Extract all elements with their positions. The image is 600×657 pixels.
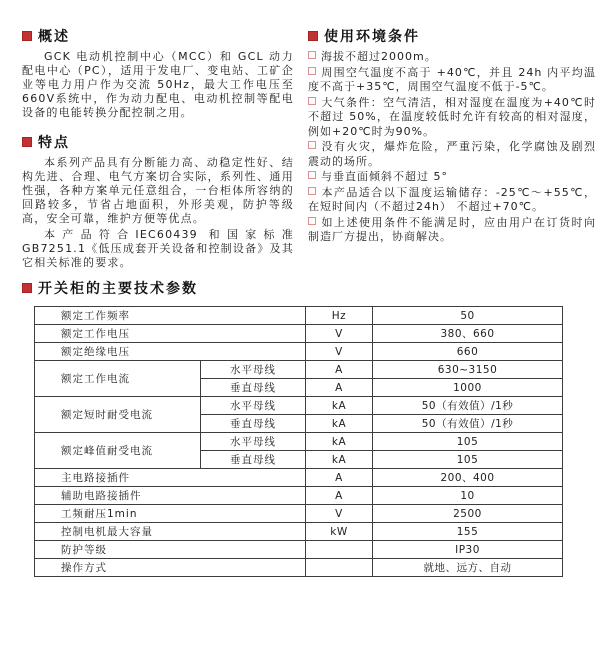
env-condition-text: 海拔不超过2000m。 — [321, 50, 437, 63]
value-cell: 50（有效值）/1秒 — [373, 397, 563, 415]
value-cell: 10 — [373, 487, 563, 505]
unit-cell: kW — [306, 523, 373, 541]
section-overview-header — [22, 26, 294, 46]
env-condition-text: 如上述使用条件不能满足时，应由用户在订货时向制造厂方提出，协商解决。 — [308, 215, 596, 243]
param-name-cell: 主电路接插件 — [35, 469, 306, 487]
unit-cell: A — [306, 487, 373, 505]
env-condition-text: 本产品适合以下温度运输储存：-25℃～+55℃，在短时间内（不超过24h） 不超过+70℃。 — [308, 185, 596, 213]
unit-cell: kA — [306, 397, 373, 415]
param-name-cell: 额定绝缘电压 — [35, 343, 306, 361]
section-title: 概述 — [38, 29, 70, 45]
table-row — [35, 505, 563, 523]
param-name-cell: 防护等级 — [35, 541, 306, 559]
value-cell: 105 — [373, 451, 563, 469]
unit-cell: Hz — [306, 307, 373, 325]
square-bullet-icon — [308, 97, 316, 105]
busbar-type-cell: 垂直母线 — [201, 451, 306, 469]
section-features-header — [22, 132, 294, 152]
table-row — [35, 523, 563, 541]
value-cell: 155 — [373, 523, 563, 541]
unit-cell: A — [306, 379, 373, 397]
value-cell: 就地、远方、自动 — [373, 559, 563, 577]
param-name-cell: 额定工作电流 — [35, 361, 201, 397]
square-bullet-icon — [308, 171, 316, 179]
value-cell: 50（有效值）/1秒 — [373, 415, 563, 433]
square-bullet-icon — [308, 217, 316, 225]
value-cell: 380、660 — [373, 325, 563, 343]
section-title: 开关柜的主要技术参数 — [38, 281, 198, 297]
env-condition-item — [308, 186, 596, 215]
env-condition-text: 周围空气温度不高于 +40℃，并且 24h 内平均温度不高于+35℃，周围空气温度不低于-5℃。 — [308, 65, 596, 93]
section-features — [22, 132, 294, 270]
param-name-cell: 额定峰值耐受电流 — [35, 433, 201, 469]
table-row — [35, 325, 563, 343]
overview-paragraph: GCK 电动机控制中心（MCC）和 GCL 动力配电中心（PC），适用于发电厂、变电站、工矿企业等电力用户作为交流 50Hz，最大工作电压至660V系统中，作为动力配电、电动机控制等配电设备的电能转换分配控制之用。 — [22, 50, 294, 119]
section-title: 特点 — [38, 135, 70, 151]
square-bullet-icon — [308, 51, 316, 59]
red-square-icon — [22, 137, 32, 147]
busbar-type-cell: 水平母线 — [201, 433, 306, 451]
section-parameters — [0, 270, 600, 577]
value-cell: 105 — [373, 433, 563, 451]
table-row — [35, 433, 563, 451]
value-cell: 1000 — [373, 379, 563, 397]
value-cell: 660 — [373, 343, 563, 361]
table-row — [35, 307, 563, 325]
busbar-type-cell: 水平母线 — [201, 361, 306, 379]
table-row — [35, 361, 563, 379]
value-cell: 2500 — [373, 505, 563, 523]
table-row — [35, 541, 563, 559]
env-condition-item — [308, 96, 596, 140]
table-row — [35, 343, 563, 361]
unit-cell: kA — [306, 433, 373, 451]
unit-cell: V — [306, 343, 373, 361]
env-condition-item — [308, 170, 596, 185]
busbar-type-cell: 垂直母线 — [201, 415, 306, 433]
value-cell: IP30 — [373, 541, 563, 559]
table-row — [35, 559, 563, 577]
unit-cell: kA — [306, 415, 373, 433]
square-bullet-icon — [308, 187, 316, 195]
parameters-table — [34, 306, 563, 577]
square-bullet-icon — [308, 141, 316, 149]
env-condition-text: 与垂直面倾斜不超过 5° — [321, 170, 448, 183]
env-condition-item — [308, 216, 596, 245]
table-row — [35, 487, 563, 505]
features-paragraph-2: 本产品符合IEC60439 和国家标准 GB7251.1《低压成套开关设备和控制设备》及其它相关标准的要求。 — [22, 228, 294, 269]
left-column — [22, 26, 294, 270]
unit-cell — [306, 541, 373, 559]
red-square-icon — [22, 283, 32, 293]
table-row — [35, 397, 563, 415]
section-parameters-header — [22, 278, 600, 298]
unit-cell: V — [306, 505, 373, 523]
unit-cell: A — [306, 361, 373, 379]
busbar-type-cell: 水平母线 — [201, 397, 306, 415]
section-title: 使用环境条件 — [324, 29, 420, 45]
param-name-cell: 工频耐压1min — [35, 505, 306, 523]
env-condition-text: 没有火灾，爆炸危险，严重污染，化学腐蚀及剧烈震动的场所。 — [308, 140, 596, 168]
param-name-cell: 控制电机最大容量 — [35, 523, 306, 541]
env-condition-text: 大气条件：空气清洁，相对湿度在温度为+40℃时不超过 50%，在温度较低时允许有较高的相对湿度，例如+20℃时为90%。 — [308, 95, 596, 138]
param-name-cell: 额定短时耐受电流 — [35, 397, 201, 433]
features-paragraph-1: 本系列产品具有分断能力高、动稳定性好、结构先进、合理、电气方案切合实际，系列性、通用性强，各种方案单元任意组合，一台柜体所容纳的回路较多，节省占地面积，外形美观，防护等级高，安全可靠，维护方便等优点。 — [22, 156, 294, 225]
section-environment-header — [308, 26, 596, 46]
param-name-cell: 额定工作电压 — [35, 325, 306, 343]
unit-cell: A — [306, 469, 373, 487]
unit-cell: kA — [306, 451, 373, 469]
busbar-type-cell: 垂直母线 — [201, 379, 306, 397]
value-cell: 50 — [373, 307, 563, 325]
value-cell: 200、400 — [373, 469, 563, 487]
unit-cell: V — [306, 325, 373, 343]
unit-cell — [306, 559, 373, 577]
top-columns — [0, 0, 600, 270]
red-square-icon — [22, 31, 32, 41]
env-condition-item — [308, 140, 596, 169]
env-condition-item — [308, 50, 596, 65]
param-name-cell: 辅助电路接插件 — [35, 487, 306, 505]
red-square-icon — [308, 31, 318, 41]
param-name-cell: 操作方式 — [35, 559, 306, 577]
env-condition-item — [308, 66, 596, 95]
table-row — [35, 469, 563, 487]
param-name-cell: 额定工作频率 — [35, 307, 306, 325]
value-cell: 630~3150 — [373, 361, 563, 379]
right-column — [308, 26, 596, 270]
square-bullet-icon — [308, 67, 316, 75]
